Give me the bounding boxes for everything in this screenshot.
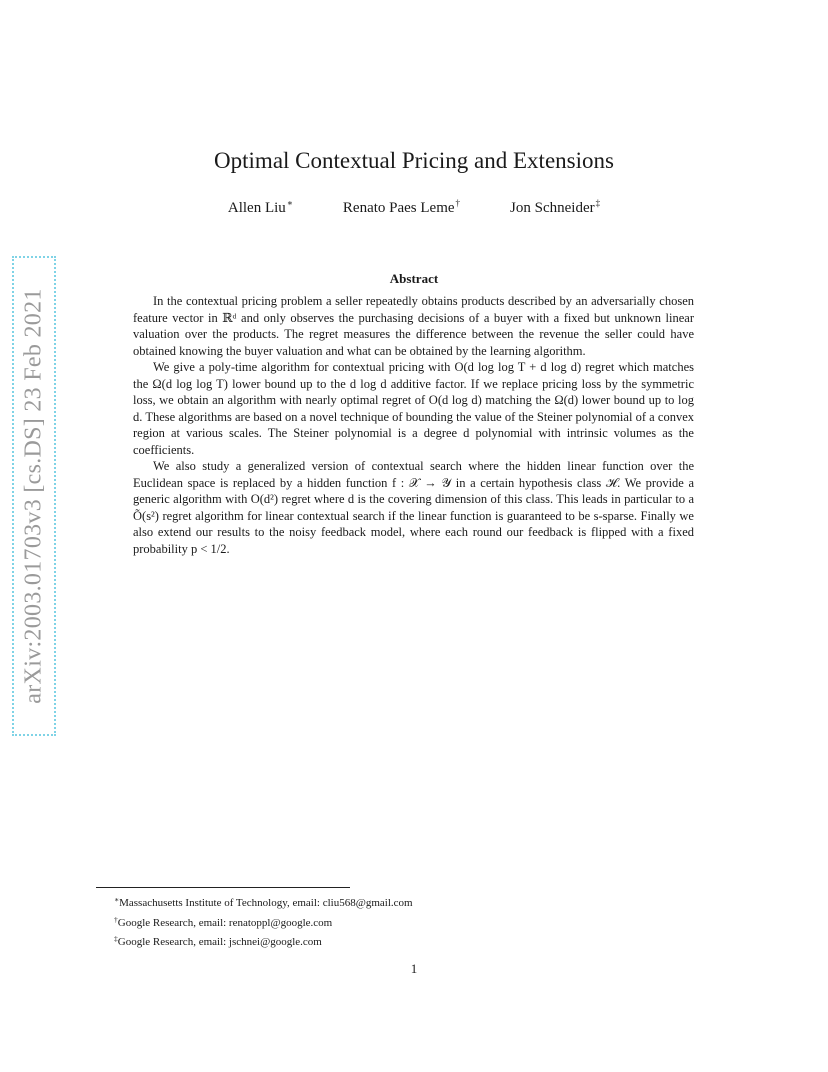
footnote-text: Google Research, email: renatoppl@google.com [117,916,333,929]
footnote-3 [114,931,413,951]
author-footnote-mark: † [455,198,461,208]
author-name: Allen Liu [227,200,286,216]
footnote-list [114,892,413,951]
arxiv-stamp [12,256,56,736]
footnote-2 [114,912,413,932]
author-footnote-mark: ∗ [286,198,293,208]
author-3 [510,198,600,217]
abstract-heading: Abstract [389,271,439,286]
paper-title: Optimal Contextual Pricing and Extensions [214,148,614,173]
author-name: Jon Schneider [510,200,595,216]
footnote-text: Massachusetts Institute of Technology, email: cliu568@gmail.com [119,897,413,909]
abstract-paragraph: We give a poly-time algorithm for contextual pricing with O(d log log T + d log d) regret which matches the Ω(d log log T) lower bound up to the d log d additive factor. If we replace pricing loss by the symmetric loss, we obtain an algorithm with nearly optimal regret of O(d log d) matching the Ω(d) lower bound up to log d. These algorithms are based on a novel technique of bounding the value of the Steiner polynomial of a convex region at various scales. The Steiner polynomial is a degree d polynomial with intrinsic volumes as the coefficients. [133,360,694,457]
abstract-body [133,293,694,557]
author-list [0,198,828,217]
footnote-1 [114,892,413,912]
footnote-divider [96,887,350,888]
footnote-mark: ‡ [114,934,118,943]
author-2 [343,198,460,217]
author-name: Renato Paes Leme [342,200,455,216]
abstract-paragraph: In the contextual pricing problem a seller repeatedly obtains products described by an adversarially chosen feature vector in ℝᵈ and only observes the purchasing decisions of a buyer with a fixed but unknown linear valuation over the products. The regret measures the difference between the revenue the seller could have obtained knowing the buyer valuation and what can be obtained by the learning algorithm. [133,294,694,358]
abstract-paragraph: We also study a generalized version of contextual search where the hidden linear function over the Euclidean space is replaced by a hidden function f : 𝒳 → 𝒴 in a certain hypothesis class ℋ. We provide a generic algorithm with O(d²) regret where d is the covering dimension of this class. This leads in particular to a Õ(s²) regret algorithm for linear contextual search if the linear function is guaranteed to be s-sparse. Finally we also extend our results to the noisy feedback model, where each round our feedback is flipped with a fixed probability p < 1/2. [133,459,694,556]
footnote-text: Google Research, email: jschnei@google.com [117,936,322,948]
arxiv-stamp-text: arXiv:2003.01703v3 [cs.DS] 23 Feb 2021 [20,288,47,704]
author-1 [228,198,293,217]
page-number: 1 [410,961,418,976]
author-footnote-mark: ‡ [595,198,601,208]
footnote-mark: † [114,914,118,924]
footnote-mark: ∗ [114,895,120,904]
